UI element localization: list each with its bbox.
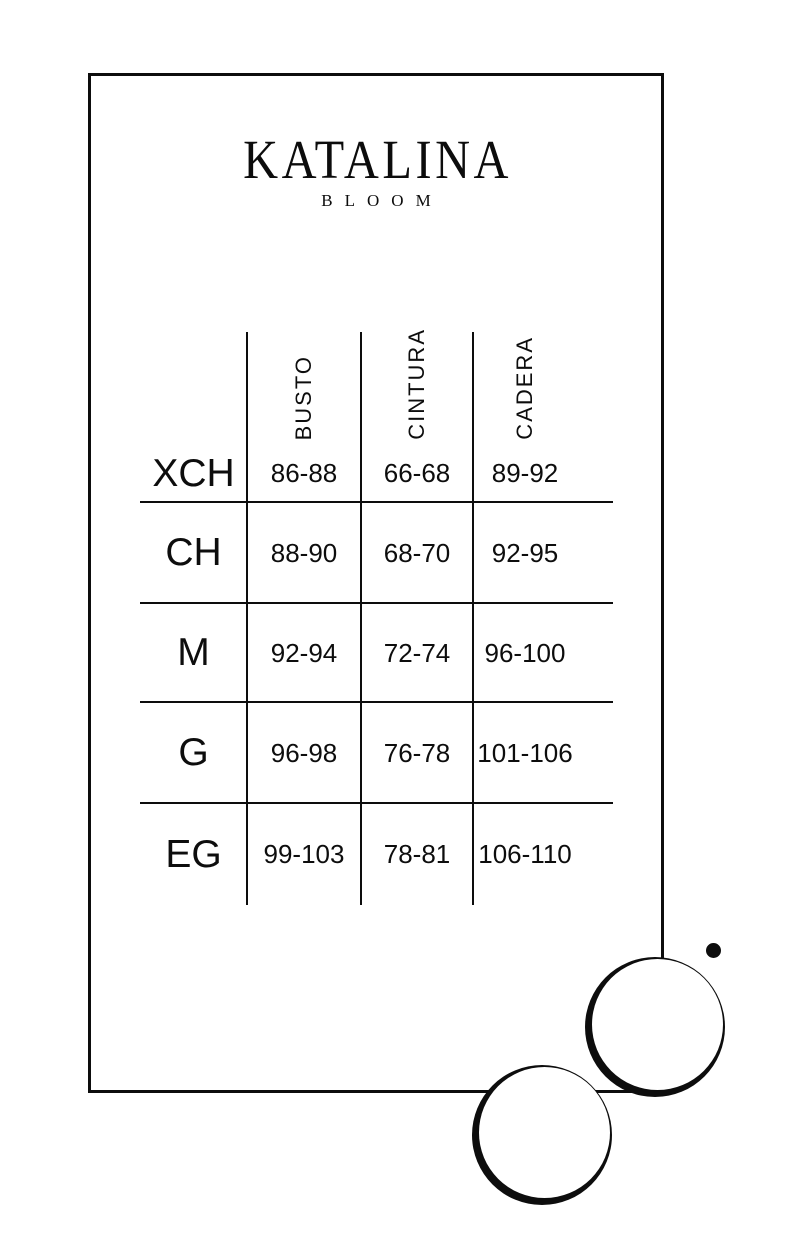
column-header-label: CINTURA xyxy=(404,328,429,440)
column-header-label: CADERA xyxy=(512,336,537,440)
size-table xyxy=(140,328,613,905)
measurement-value: 66-68 xyxy=(383,458,451,488)
measurement-value: 72-74 xyxy=(383,637,451,668)
column-header-busto xyxy=(247,332,361,444)
measurement-value: 92-95 xyxy=(491,537,559,568)
measurement-value: 88-90 xyxy=(270,537,338,568)
size-label-eg: EG xyxy=(165,832,222,876)
column-header-label: BUSTO xyxy=(291,354,316,440)
measurement-value: 92-94 xyxy=(270,637,338,668)
decorative-circle-bottom xyxy=(472,1065,612,1205)
decorative-circle-fill xyxy=(479,1067,610,1198)
column-header-cintura xyxy=(361,328,473,444)
decorative-dot xyxy=(706,943,721,958)
size-table-grid xyxy=(140,328,613,905)
brand-subtitle: BLOOM xyxy=(321,191,443,210)
measurement-value: 106-110 xyxy=(478,839,572,869)
measurement-value: 86-88 xyxy=(270,458,338,488)
measurement-value: 96-98 xyxy=(270,737,338,768)
size-label-g: G xyxy=(178,731,209,774)
measurement-value: 68-70 xyxy=(383,537,451,568)
brand-name: KATALINA xyxy=(243,129,513,190)
measurement-value: 78-81 xyxy=(383,839,451,869)
brand-logo xyxy=(88,129,664,210)
measurement-value: 96-100 xyxy=(484,637,566,668)
measurement-value: 101-106 xyxy=(477,737,573,768)
measurement-value: 99-103 xyxy=(263,839,345,869)
size-label-ch: CH xyxy=(165,531,222,574)
corner-cell xyxy=(140,332,247,444)
column-header-cadera xyxy=(473,332,613,444)
decorative-circle-fill xyxy=(592,959,723,1090)
decorative-circle-top xyxy=(585,957,725,1097)
size-label-xch: XCH xyxy=(152,451,235,495)
size-label-m: M xyxy=(177,631,210,674)
measurement-value: 89-92 xyxy=(491,458,559,488)
measurement-value: 76-78 xyxy=(383,737,451,768)
